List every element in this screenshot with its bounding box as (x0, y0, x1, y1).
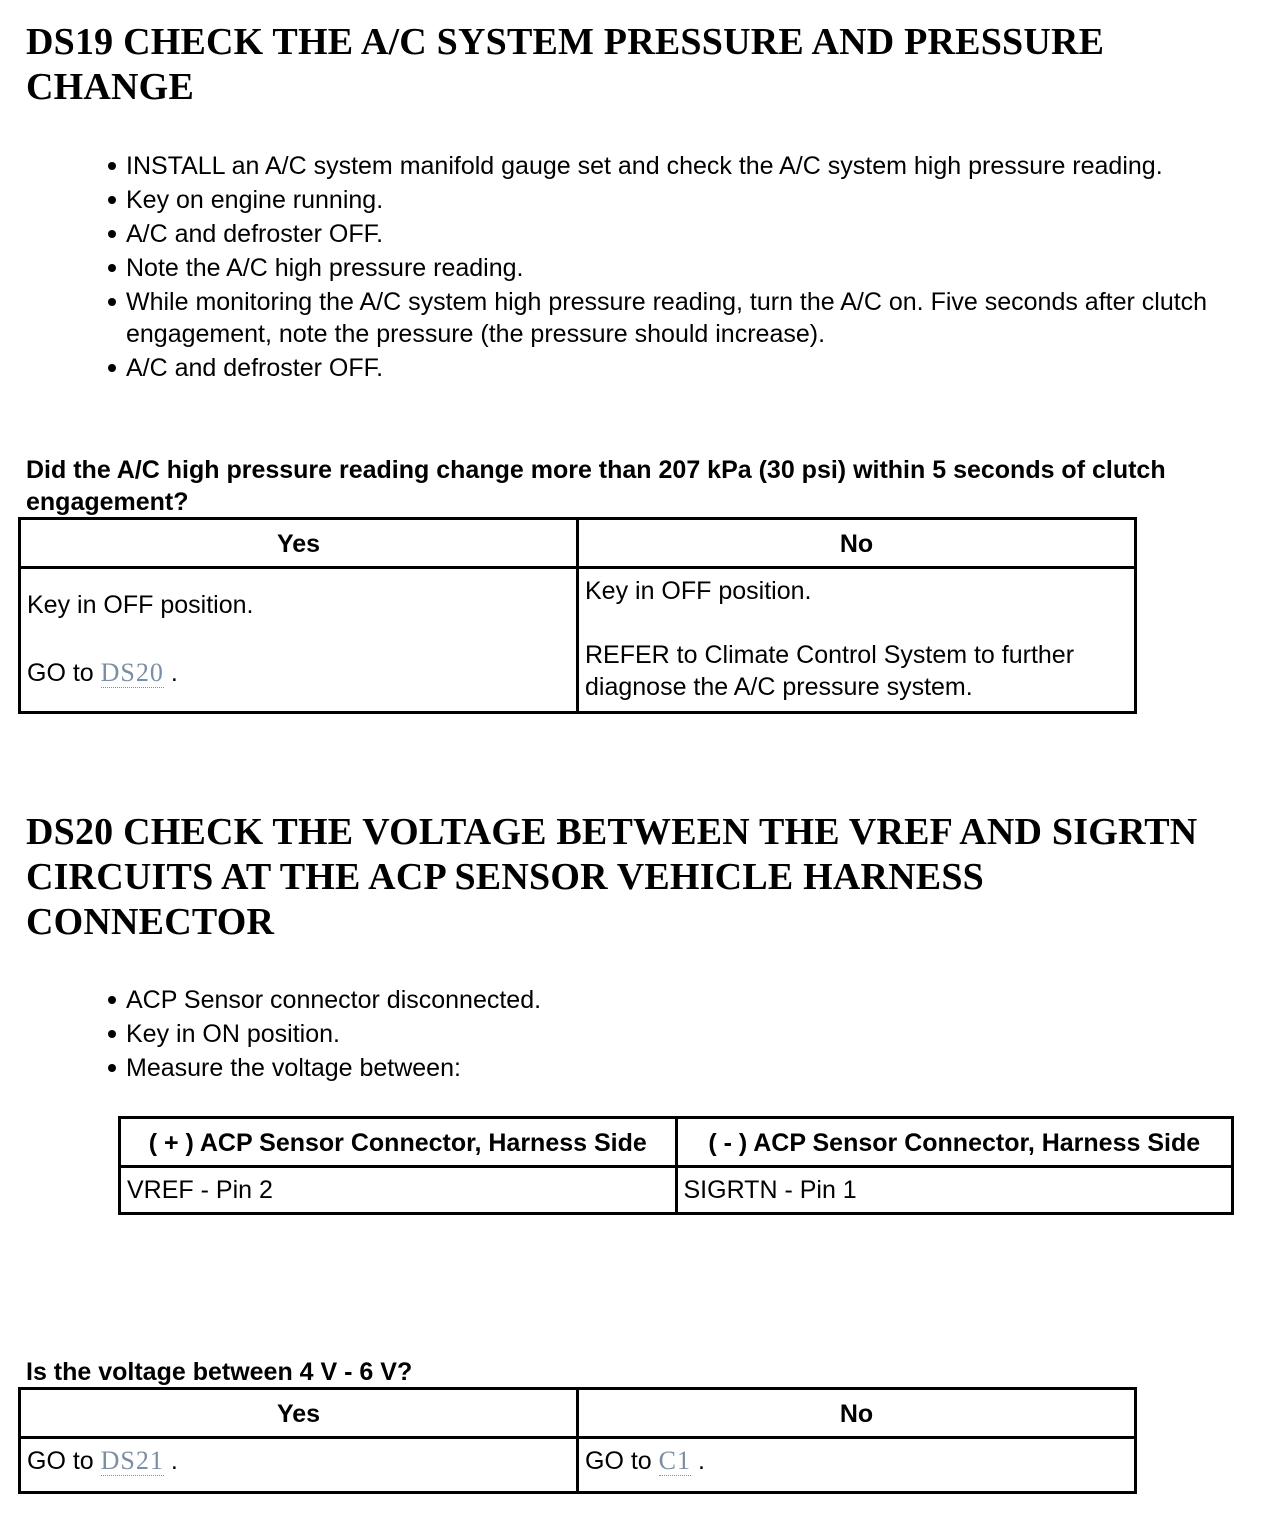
negative-pin-cell: SIGRTN - Pin 1 (676, 1167, 1233, 1214)
link-c1[interactable]: C1 (658, 1446, 691, 1475)
yes-goto (27, 657, 570, 689)
yes-column-header: Yes (20, 519, 578, 568)
no-cell (578, 568, 1136, 713)
table-header-row (20, 519, 1136, 568)
bullet-icon (108, 298, 116, 306)
negative-connector-header: ( - ) ACP Sensor Connector, Harness Side (676, 1118, 1233, 1167)
yes-cell (20, 568, 578, 713)
goto-suffix: . (170, 1447, 178, 1475)
bullet-icon (108, 1064, 116, 1072)
table-header-row (20, 1389, 1136, 1438)
goto-prefix: GO to (27, 659, 94, 687)
no-instruction: Key in OFF position. (585, 577, 812, 605)
ds20-heading: DS20 CHECK THE VOLTAGE BETWEEN THE VREF AND SIGRTN CIRCUITS AT THE ACP SENSOR VEHICLE HARNESS CONNECTOR (26, 811, 1198, 943)
list-item: A/C and defroster OFF. (108, 218, 1228, 250)
bullet-icon (108, 996, 116, 1004)
table-row (20, 1438, 1136, 1493)
yes-column-header: Yes (20, 1389, 578, 1438)
list-item: Key in ON position. (108, 1018, 1228, 1050)
list-item: While monitoring the A/C system high pressure reading, turn the A/C on. Five seconds after clutch engagement, note the pressure (the pressure should increase). (108, 286, 1228, 350)
ds20-result-table (18, 1387, 1137, 1494)
no-cell (578, 1438, 1136, 1493)
goto-prefix: GO to (27, 1447, 94, 1475)
ds20-measurement-table (118, 1116, 1234, 1215)
bullet-icon (108, 162, 116, 170)
link-ds21[interactable]: DS21 (100, 1446, 164, 1475)
bullet-icon (108, 1030, 116, 1038)
ds19-steps-list (108, 150, 1228, 386)
positive-connector-header: ( + ) ACP Sensor Connector, Harness Side (120, 1118, 677, 1167)
no-column-header: No (578, 519, 1136, 568)
ds19-result-table (18, 517, 1137, 714)
list-item: Measure the voltage between: (108, 1052, 1228, 1084)
list-item: A/C and defroster OFF. (108, 352, 1228, 384)
table-row (120, 1167, 1233, 1214)
goto-prefix: GO to (585, 1447, 652, 1475)
no-column-header: No (578, 1389, 1136, 1438)
bullet-icon (108, 264, 116, 272)
ds19-question: Did the A/C high pressure reading change more than 207 kPa (30 psi) within 5 seconds of clutch engagement? (26, 456, 1166, 516)
bullet-icon (108, 230, 116, 238)
list-item: ACP Sensor connector disconnected. (108, 984, 1228, 1016)
goto-suffix: . (170, 659, 178, 687)
table-header-row (120, 1118, 1233, 1167)
yes-instruction: Key in OFF position. (27, 591, 254, 619)
list-item: Key on engine running. (108, 184, 1228, 216)
link-ds20[interactable]: DS20 (100, 658, 164, 687)
table-row (20, 568, 1136, 713)
positive-pin-cell: VREF - Pin 2 (120, 1167, 677, 1214)
ds19-heading: DS19 CHECK THE A/C SYSTEM PRESSURE AND PRESSURE CHANGE (26, 21, 1105, 108)
ds20-question: Is the voltage between 4 V - 6 V? (26, 1358, 413, 1386)
bullet-icon (108, 364, 116, 372)
list-item: Note the A/C high pressure reading. (108, 252, 1228, 284)
list-item: INSTALL an A/C system manifold gauge set and check the A/C system high pressure reading. (108, 150, 1228, 182)
goto-suffix: . (697, 1447, 705, 1475)
yes-cell (20, 1438, 578, 1493)
bullet-icon (108, 196, 116, 204)
no-refer-text: REFER to Climate Control System to further diagnose the A/C pressure system. (585, 641, 1075, 701)
ds20-steps-list (108, 984, 1228, 1086)
